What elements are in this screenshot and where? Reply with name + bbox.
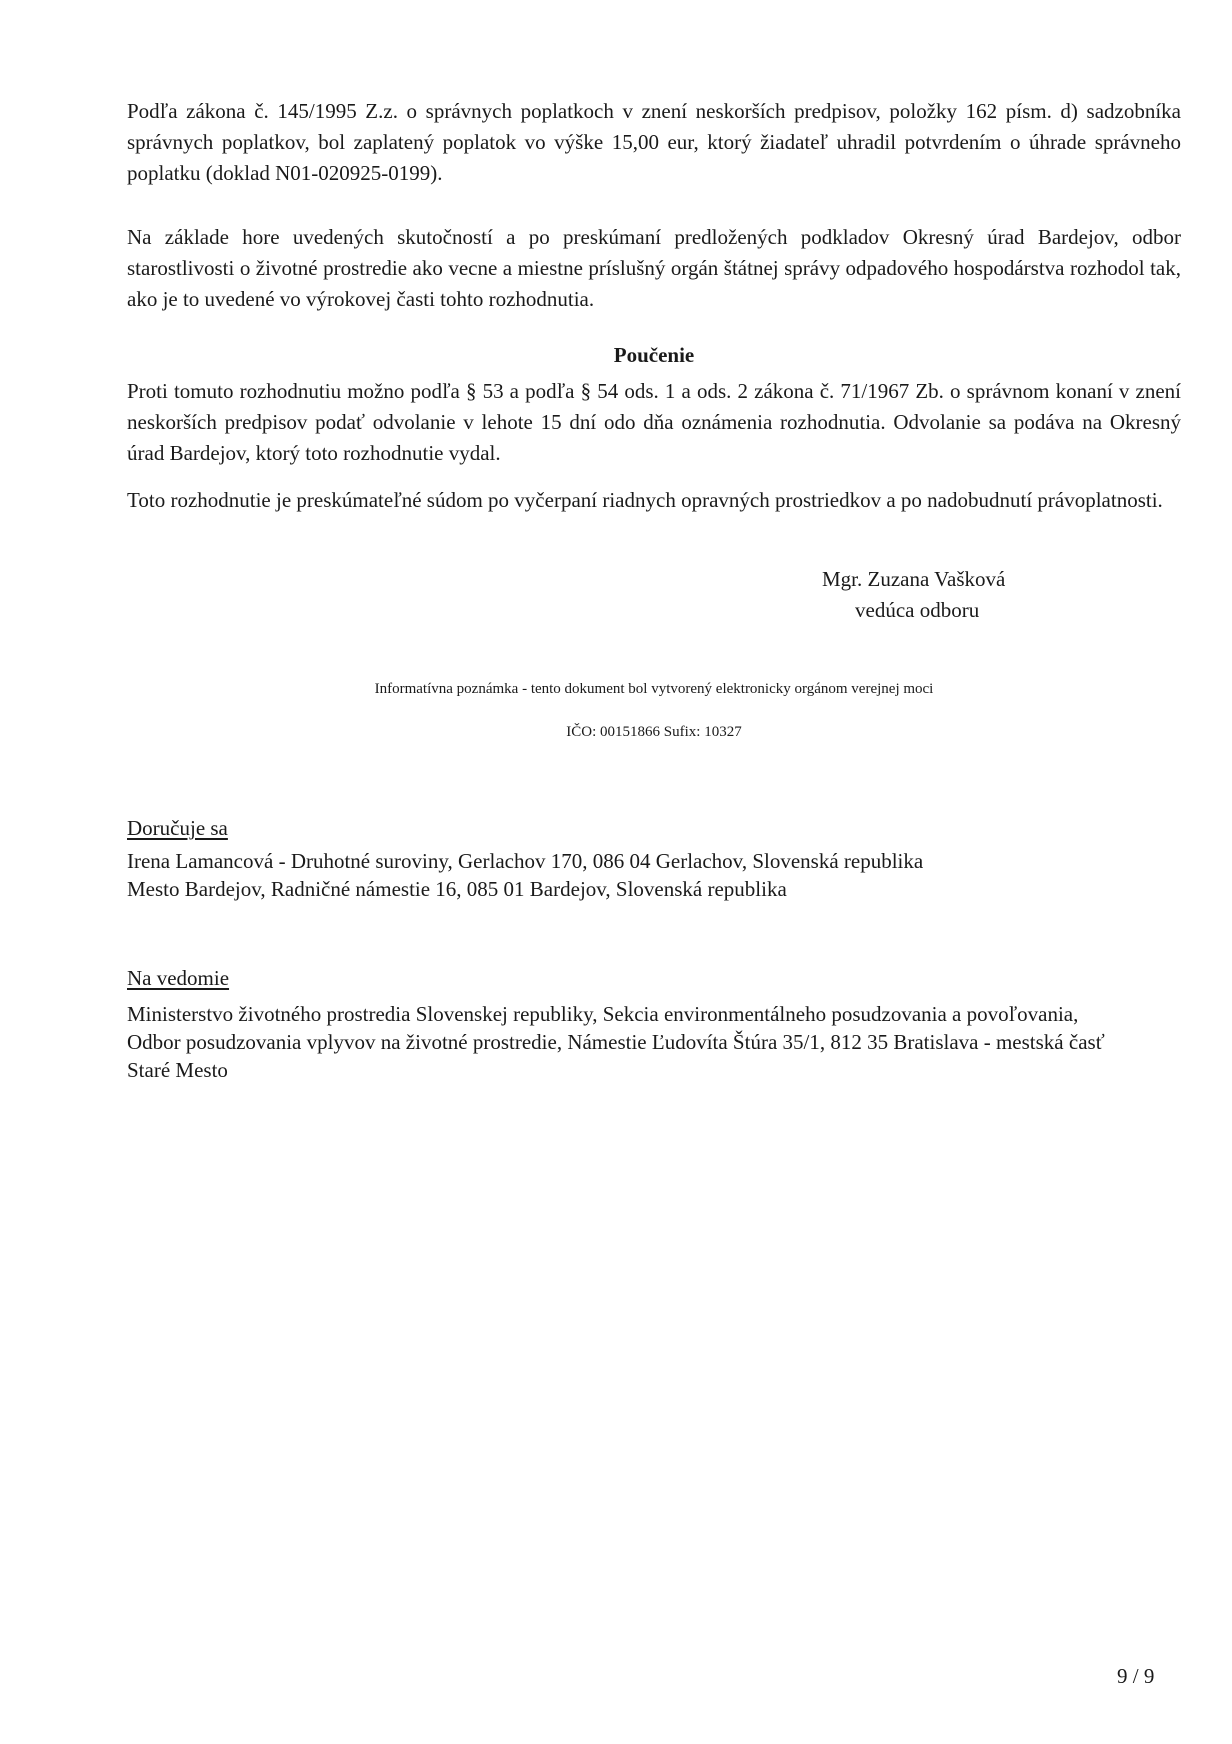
notice-title: Na vedomie <box>127 966 230 990</box>
delivery-recipient: Mesto Bardejov, Radničné námestie 16, 085 01 Bardejov, Slovenská republika <box>127 877 787 901</box>
fee-paragraph: Podľa zákona č. 145/1995 Z.z. o správnych poplatkoch v znení neskorších predpisov, položky 162 písm. d) sadzobníka správnych poplatkov, bol zaplatený poplatok vo výške 15,00 eur, ktorý žiadateľ uhradil potvrdením o úhrade správneho poplatku (doklad N01-020925-0199). <box>127 99 1181 185</box>
delivery-title: Doručuje sa <box>127 816 228 840</box>
notice-line: Odbor posudzovania vplyvov na životné prostredie, Námestie Ľudovíta Štúra 35/1, 812 35 Bratislava - mestská časť <box>127 1030 1105 1054</box>
informative-note: Informatívna poznámka - tento dokument bol vytvorený elektronicky orgánom verejnej moci <box>374 681 934 697</box>
delivery-recipient: Irena Lamancová - Druhotné suroviny, Gerlachov 170, 086 04 Gerlachov, Slovenská republika <box>127 849 924 873</box>
instruction-heading: Poučenie <box>613 343 695 367</box>
notice-line: Staré Mesto <box>127 1058 228 1082</box>
decision-paragraph: Na základe hore uvedených skutočností a po preskúmaní predložených podkladov Okresný úrad Bardejov, odbor starostlivosti o životné prostredie ako vecne a miestne príslušný orgán štátnej správy odpadového hospodárstva rozhodol tak, ako je to uvedené vo výrokovej časti tohto rozhodnutia. <box>127 225 1181 311</box>
signatory-name: Mgr. Zuzana Vašková <box>822 567 1006 591</box>
appeal-paragraph: Proti tomuto rozhodnutiu možno podľa § 53 a podľa § 54 ods. 1 a ods. 2 zákona č. 71/1967 Zb. o správnom konaní v znení neskorších predpisov podať odvolanie v lehote 15 dní odo dňa oznámenia rozhodnutia. Odvolanie sa podáva na Okresný úrad Bardejov, ktorý toto rozhodnutie vydal. <box>127 379 1181 465</box>
notice-line: Ministerstvo životného prostredia Slovenskej republiky, Sekcia environmentálneho posudzovania a povoľovania, <box>127 1002 1079 1026</box>
review-paragraph: Toto rozhodnutie je preskúmateľné súdom po vyčerpaní riadnych opravných prostriedkov a po nadobudnutí právoplatnosti. <box>127 488 1163 512</box>
page-number: 9 / 9 <box>1117 1664 1155 1688</box>
signatory-role: vedúca odboru <box>855 598 980 622</box>
organization-ids: IČO: 00151866 Sufix: 10327 <box>566 724 742 740</box>
